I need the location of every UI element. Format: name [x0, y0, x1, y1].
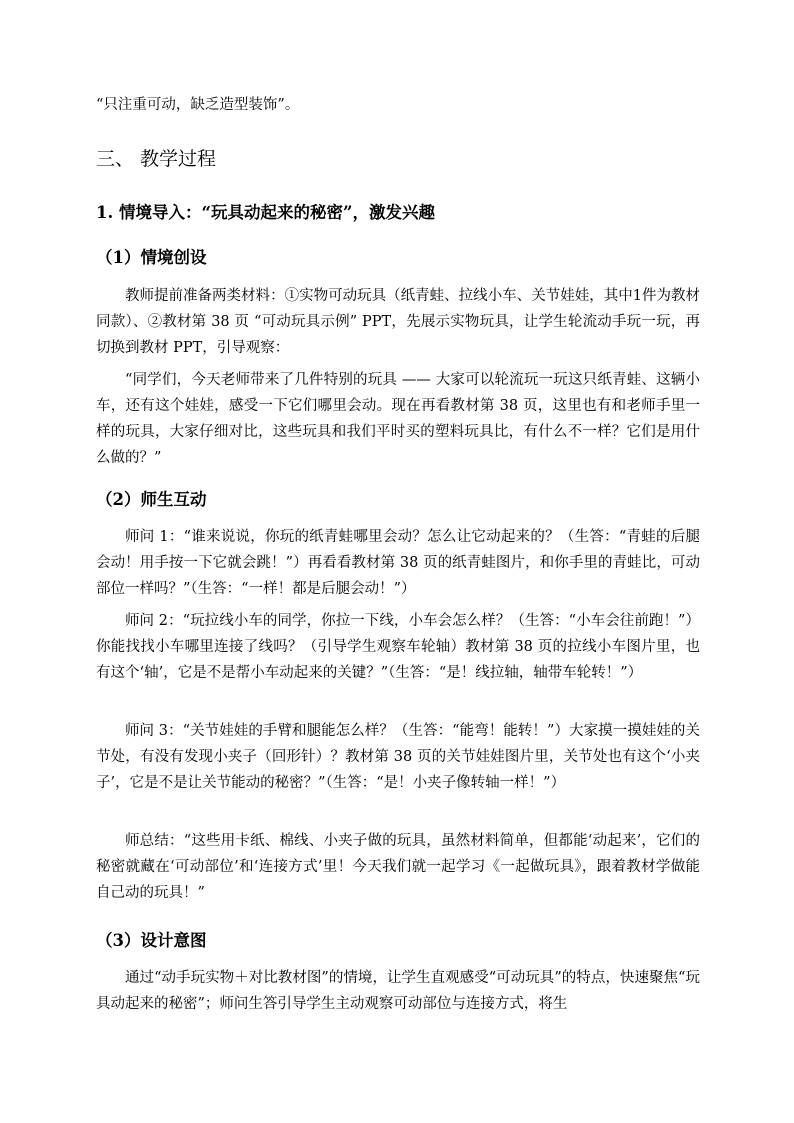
heading-teacher-student-interaction: （2）师生互动 — [96, 490, 207, 509]
intro-line: “只注重可动，缺乏造型装饰”。 — [96, 97, 300, 113]
paragraph-question-3: 师问 3：“关节娃娃的手臂和腿能怎么样？（生答：“能弯！能转！”）大家摸一摸娃娃的关节处，有没有发现小夹子（回形针）？教材第 38 页的关节娃娃图片里，关节处也有这个‘小夹子’，它是不是让关节能动的秘密？”（生答：“是！小夹子像转轴一样！”） — [96, 723, 700, 791]
paragraph-teacher-intro: “同学们，今天老师带来了几件特别的玩具 —— 大家可以轮流玩一玩这只纸青蛙、这辆小车，还有这个娃娃，感受一下它们哪里会动。现在再看教材第 38 页，这里也有和老师手里一样的玩具，大家仔细对比，这些玩具和我们平时买的塑料玩具比，有什么不一样？它们是用什么做的？” — [96, 372, 700, 466]
heading-design-intent: （3）设计意图 — [96, 931, 207, 950]
paragraph-materials: 教师提前准备两类材料：①实物可动玩具（纸青蛙、拉线小车、关节娃娃，其中1件为教材同款）、②教材第 38 页 “可动玩具示例” PPT，先展示实物玩具，让学生轮流动手玩一玩，再切换到教材 PPT，引导观察： — [96, 288, 700, 356]
subsection-heading-situation-intro: 1. 情境导入：“玩具动起来的秘密”，激发兴趣 — [96, 203, 435, 222]
heading-situation-setup: （1）情境创设 — [96, 248, 207, 267]
paragraph-design-intent: 通过“动手玩实物＋对比教材图”的情境，让学生直观感受“可动玩具”的特点，快速聚焦“玩具动起来的秘密”；师问生答引导学生主动观察可动部位与连接方式，将生 — [96, 970, 700, 1012]
paragraph-teacher-summary: 师总结：“这些用卡纸、棉线、小夹子做的玩具，虽然材料简单，但都能‘动起来’，它们的秘密就藏在‘可动部位’和‘连接方式’里！今天我们就一起学习《一起做玩具》，跟着教材学做能自己动的玩具！” — [96, 833, 700, 901]
paragraph-question-1: 师问 1：“谁来说说，你玩的纸青蛙哪里会动？怎么让它动起来的？（生答：“青蛙的后腿会动！用手按一下它就会跳！”）再看看教材第 38 页的纸青蛙图片，和你手里的青蛙比，可动部位一样吗？”（生答：“一样！都是后腿会动！”） — [96, 529, 700, 597]
paragraph-question-2: 师问 2：“玩拉线小车的同学，你拉一下线，小车会怎么样？（生答：“小车会往前跑！”）你能找找小车哪里连接了线吗？（引导学生观察车轮轴）教材第 38 页的拉线小车图片里，也有这个‘轴’，它是不是帮小车动起来的关键？”（生答：“是！线拉轴，轴带车轮转！”） — [96, 613, 700, 681]
section-heading-teaching-process: 三、 教学过程 — [96, 148, 217, 170]
